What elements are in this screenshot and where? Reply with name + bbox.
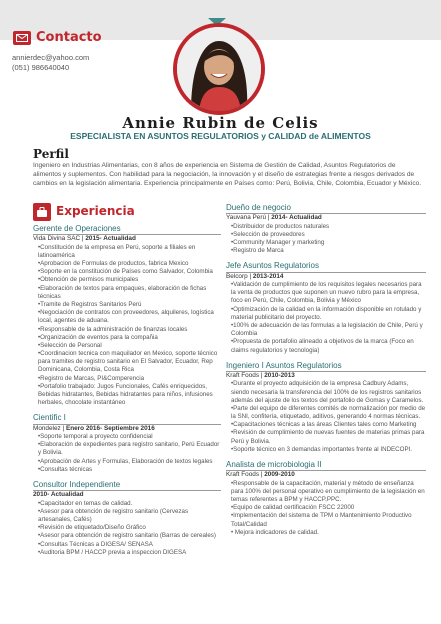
experience-title: Experiencia [56, 204, 135, 219]
job-bullet: •Elaboración de expedientes para registro sanitario, Perú Ecuador y Bolivia. [38, 441, 220, 457]
experience-right-column [226, 203, 426, 543]
job-bullet: •Distribuidor de productos naturales [231, 222, 330, 230]
job-meta [33, 425, 221, 433]
job-dates: 2010- Actualidad [33, 491, 84, 499]
job-bullet: •Soporte temporal a proyecto confidencial [38, 433, 153, 441]
job-bullet: •Obtención de permisos municipales [38, 276, 139, 284]
candidate-subtitle: ESPECIALISTA EN ASUNTOS REGULATORIOS y CALIDAD de ALIMENTOS [70, 131, 371, 141]
job-bullet: •Equipo de calidad certificación FSCC 22000 [231, 504, 355, 512]
job-dates: 2015- Actualidad [85, 235, 136, 243]
job-bullet: •Capacitaciones técnicas a las áreas Clientes tales como Marketing [231, 421, 417, 429]
job-entry [33, 224, 221, 407]
job-dates: 2010-2013 [264, 371, 295, 379]
job-bullet: •Portafolio trabajado: Jugos Funcionales, Cafés enriquecidos, Bebidas hidratantes, Bebidas hidratantes para niños, infusiones herbales, chocolate instantáneo [38, 382, 213, 407]
job-bullet: •Parte del equipo de diferentes comités de normalización por medio de la SNI, confitería, etiquetado, aditivos, generando 4 normas técnicas. [231, 404, 426, 421]
job-bullet: •Propuesta de portafolio alineado a objetivos de la marca (Foco en claims regulatorios y tecnologia) [231, 338, 414, 354]
job-bullet: •Coordinacion tecnica con maquilador en Mexico, soporte técnico para tramites de registro sanitario en El Salvador, Ecuador, Rep Dominicana, Colombia, Costa Rica [38, 350, 218, 374]
job-entry [226, 361, 426, 454]
job-company: Kraft Foods | [226, 371, 263, 379]
job-bullet: •Tramite de Registros Sanitarios Perú [38, 300, 142, 308]
job-bullet: •Consultas técnicas [38, 465, 93, 473]
job-bullet: •Implementación del sistema de TPM o Mantenimiento Productivo Total/Calidad [231, 512, 412, 528]
job-company: Mondelez | [33, 424, 65, 432]
job-bullet: •Selección de proveedores [231, 230, 305, 238]
job-bullet: •100% de adecuación de las formulas a la legislación de Chile, Perú y Colombia [231, 321, 423, 338]
job-bullet: •Revisión de etiquetado/Diseño Gráfico [38, 524, 146, 532]
job-bullets [226, 223, 426, 256]
job-company: Belcorp | [226, 272, 252, 280]
job-bullet: •Selección de Personal [38, 341, 102, 349]
job-entry [33, 480, 221, 557]
job-bullet: •Organización de eventos para la compañia [38, 333, 158, 341]
contact-phone: (051) 986640040 [12, 63, 70, 72]
job-bullet: •Durante el proyecto adquisición de la empresa Cadbury Adams, siendo necesaria la transferencia del 100% de los registros sanitarios además del ajuste de los textos del portafolio de Gomas y Caramelos. [231, 380, 424, 404]
job-meta [33, 491, 221, 499]
job-title: Jefe Asuntos Regulatorios [226, 261, 426, 272]
job-bullets [33, 433, 221, 474]
job-bullets [33, 244, 221, 408]
job-dates: Enero 2016- Septiembre 2016 [65, 424, 155, 432]
job-bullet: •Responsable de la capacitación, material y método de enseñanza para 100% del personal operativo en cumplimiento de la legislación en temas referentes a BPM y HACCP,PPC. [231, 479, 425, 504]
job-bullet: • Mejora indicadores de calidad. [231, 528, 319, 536]
job-meta [226, 214, 426, 222]
job-meta [226, 372, 426, 380]
job-bullet: •Negociación de contratos con proveedores, alquileres, logística local, agentes de aduana. [38, 309, 214, 325]
job-dates: 2009-2010 [264, 471, 295, 479]
job-meta [226, 471, 426, 479]
job-bullet: •Auditoria BPM / HACCP previa a inspeccion DIGESA [38, 548, 187, 556]
job-company: Yauvana Perú | [226, 214, 270, 222]
job-title: Gerente de Operaciones [33, 224, 221, 235]
job-bullet: •Registro de Marca [231, 247, 284, 255]
job-entry [226, 261, 426, 354]
experience-header [33, 203, 221, 221]
job-bullet: •Aprobación de Artes y Formulas, Elaboración de textos legales [38, 457, 213, 465]
job-entry [33, 413, 221, 474]
job-bullet: •Validación de cumplimiento de los requisitos legales necesarios para la venta de productos que suponen un nuevo rubro para la empresa, foco en Perú, Chile, Colombia, Bolivia y México [231, 281, 422, 305]
job-bullets [226, 281, 426, 355]
contact-email[interactable]: annierdec@yahoo.com [12, 53, 90, 62]
experience-left-column [33, 203, 221, 563]
job-bullets [226, 480, 426, 537]
job-bullet: •Aprobacion de Formulas de productos, fabrica Mexico [38, 260, 189, 268]
profile-text: Ingeniero en Industrias Alimentarias, con 8 años de experiencia en Sistema de Gestión de Calidad, Asuntos Regulatorios de alimentos y suplementos. Con habilidad para la negociación, la innovación y el diseño de estrategias frente a riesgos derivados de cambios en la legislación alimentaria. Experiencia principalmente en Países como: Perú, Bolivia, Chile, Colombia, Ecuador y México. [33, 162, 422, 187]
job-bullets [226, 380, 426, 454]
job-bullet: •Constitución de la empresa en Perú, soporte a filiales en latinoamérica [38, 243, 196, 259]
envelope-icon [13, 31, 31, 45]
job-entry [226, 460, 426, 537]
job-title: Cientific I [33, 413, 221, 424]
job-title: Ingeniero I Asuntos Regulatorios [226, 361, 426, 372]
job-company: Kraft Foods | [226, 471, 263, 479]
job-dates: 2014- Actualidad [271, 214, 322, 222]
job-bullets [33, 500, 221, 557]
contact-title: Contacto [36, 30, 102, 45]
job-bullet: •Revisión de cumplimiento de nuevas fuentes de materias primas para Perú y Bolivia. [231, 429, 425, 445]
job-dates: 2013-2014 [252, 272, 284, 280]
job-entry [226, 203, 426, 255]
job-company: Vida Divina SAC | [33, 235, 84, 243]
job-bullet: •Consultas Técnicas a DIGESA/ SENASA [38, 540, 153, 548]
job-title: Analista de microbiologia II [226, 460, 426, 471]
job-bullet: •Soporte técnico en 3 demandas importantes frente al INDECOPI. [231, 445, 413, 453]
job-bullet: •Registro de Marcas, PI&Comperencia [38, 374, 145, 382]
job-bullet: •Community Manager y marketing [231, 239, 325, 247]
job-bullet: •Elaboración de textos para empaques, elaboración de fichas técnicas [38, 284, 207, 300]
job-bullet: •Optimización de la calidad en la información disponible en rotulado y material publicitario del proyecto. [231, 305, 422, 321]
job-bullet: •Capacitador en temas de calidad. [38, 499, 133, 507]
job-title: Consultor Independiente [33, 480, 221, 491]
profile-photo [173, 23, 265, 115]
job-bullet: •Responsable de la administración de finanzas locales [38, 325, 188, 333]
job-meta [226, 273, 426, 281]
job-bullet: •Soporte en la constitución de Países como Salvador, Colombia [38, 268, 213, 276]
job-bullet: •Asesor para obtención de registro sanitario (Cervezas artesanales, Cafés) [38, 507, 189, 523]
briefcase-icon [33, 203, 51, 221]
job-title: Dueño de negocio [226, 203, 426, 214]
job-meta [33, 235, 221, 243]
contact-header [13, 30, 102, 45]
candidate-name: Annie Rubin de Celis [122, 114, 319, 132]
job-bullet: •Asesor para obtención de registro sanitario (Barras de cereales) [38, 532, 216, 540]
profile-title: Perfil [33, 147, 69, 161]
